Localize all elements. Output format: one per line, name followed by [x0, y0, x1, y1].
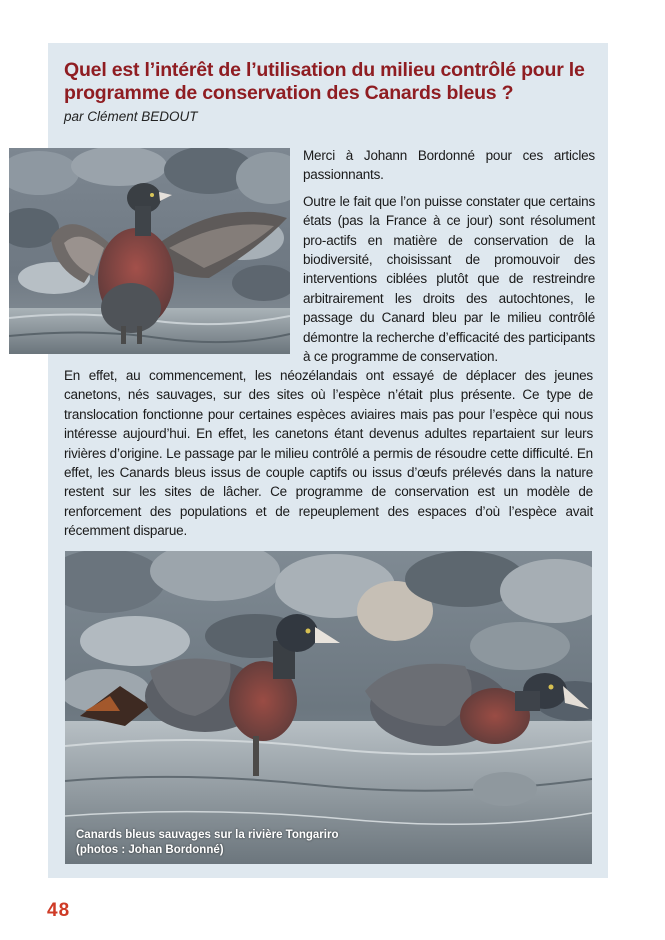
article-title: Quel est l’intérêt de l’utilisation du milieu contrôlé pour le programme de conservation des Canards bleus ?: [64, 59, 585, 104]
paragraph-main: En effet, au commencement, les néozélandais ont essayé de déplacer des jeunes canetons, nés sauvages, sur des sites où l’espèce n’était plus présente. Ce type de translocation fonctionne pour certaines espèces aviaires mais pas pour l’espèce qui nous intéresse aujourd’hui. En effet, les canetons étant devenus adultes repartaient sur leurs rivières d’origine. Le passage par le milieu contrôlé a permis de résoudre cette difficulté. En effet, les Canards bleus issus de couple captifs ou issus d’œufs prélevés dans la nature restent sur les sites de lâcher. Ce programme de conservation est un modèle de renforcement des populations et de repeuplement des espaces d’où l’espèce avait récemment disparue.: [64, 368, 593, 539]
article-author: par Clément BEDOUT: [64, 109, 198, 124]
paragraph-thanks: Merci à Johann Bordonné pour ces articles passionnants.: [303, 148, 595, 183]
caption-title: Canards bleus sauvages sur la rivière Tongariro: [76, 829, 339, 841]
caption-credit: (photos : Johan Bordonné): [76, 843, 224, 856]
ducks-photo-river: [65, 551, 592, 864]
photo-caption: [76, 828, 476, 857]
page-number: 48: [47, 900, 71, 921]
article-right-column: [303, 146, 595, 373]
paragraph-intro: Outre le fait que l’on puisse constater que certains états (pas la France à ce jour) sont résolument pro-actifs en matière de conservation de la biodiversité, choisissant de promouvoir des interventions ciblées plutôt que de restreindre arbitrairement les droits des autochtones, le passage du Canard bleu par le milieu contrôlé démontre la recherche d’efficacité des participants à ce programme de conservation.: [303, 193, 595, 365]
duck-photo-wings: [9, 148, 290, 354]
